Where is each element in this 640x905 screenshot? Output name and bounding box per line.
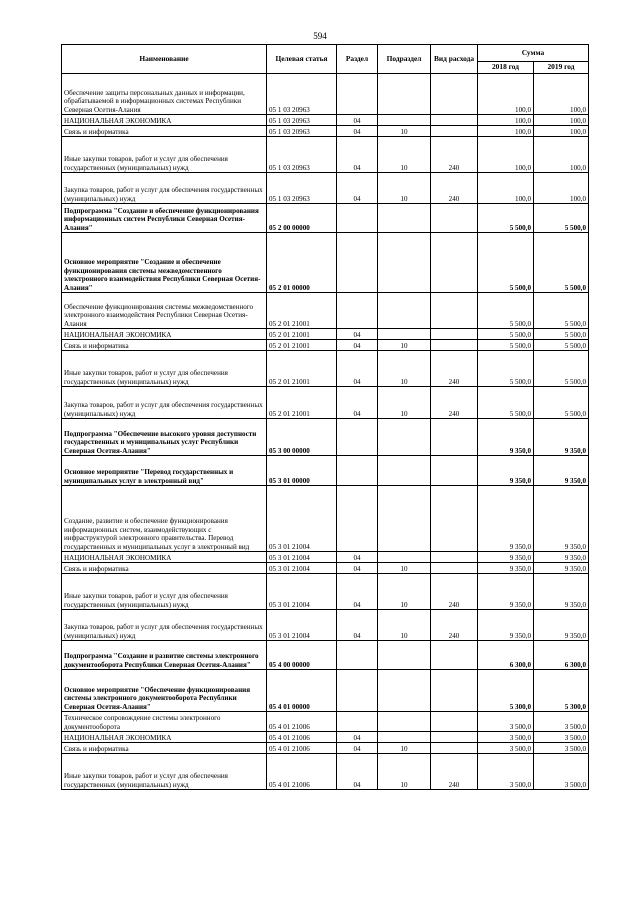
cell-section: 04 [337,563,378,574]
cell-expense-type [431,74,478,115]
cell-name: Техническое сопровождение системы электронного документооборота [62,712,267,732]
table-row [62,610,589,641]
cell-expense-type [431,419,478,456]
cell-sum-2019: 5 500,0 [534,329,589,340]
table-row [62,137,589,173]
cell-sum-2019: 3 500,0 [534,732,589,743]
header-sum: Сумма [478,45,589,62]
cell-sum-2018: 9 350,0 [478,486,534,552]
cell-sum-2018: 9 350,0 [478,574,534,610]
cell-name: Подпрограмма "Обеспечение высокого уровня доступности государственных и муниципальных услуг Республики Северная Осетия-Алания" [62,419,267,456]
cell-expense-type: 240 [431,351,478,387]
cell-subsection [378,74,431,115]
cell-sum-2019: 6 300,0 [534,641,589,670]
cell-sum-2019: 100,0 [534,173,589,204]
cell-name: Обеспечение функционирования системы межведомственного электронного взаимодействия Республики Северная Осетия-Алания [62,293,267,329]
cell-section [337,233,378,293]
cell-sum-2018: 100,0 [478,173,534,204]
cell-sum-2018: 9 350,0 [478,563,534,574]
header-section: Раздел [337,45,378,74]
table-body [62,74,589,790]
cell-sum-2018: 5 500,0 [478,204,534,233]
cell-subsection [378,419,431,456]
cell-name: Закупка товаров, работ и услуг для обеспечения государственных (муниципальных) нужд [62,173,267,204]
cell-sum-2018: 6 300,0 [478,641,534,670]
cell-sum-2018: 9 350,0 [478,456,534,486]
cell-target: 05 4 01 21006 [267,712,337,732]
cell-expense-type [431,712,478,732]
cell-subsection: 10 [378,743,431,754]
cell-expense-type [431,126,478,137]
cell-sum-2018: 5 500,0 [478,329,534,340]
cell-section: 04 [337,574,378,610]
cell-sum-2019: 9 350,0 [534,456,589,486]
header-name: Наименование [62,45,267,74]
cell-name: Основное мероприятие "Обеспечение функционирования системы электронного документооборота Республики Северная Осетия-Алания" [62,670,267,712]
table-row [62,712,589,732]
cell-subsection: 10 [378,340,431,351]
cell-name: Закупка товаров, работ и услуг для обеспечения государственных (муниципальных) нужд [62,610,267,641]
cell-subsection [378,712,431,732]
table-row [62,641,589,670]
header-expense-type: Вид расхода [431,45,478,74]
cell-expense-type [431,732,478,743]
table-row [62,173,589,204]
cell-expense-type: 240 [431,173,478,204]
cell-name: Закупка товаров, работ и услуг для обеспечения государственных (муниципальных) нужд [62,387,267,419]
cell-target: 05 2 00 00000 [267,204,337,233]
cell-target: 05 3 00 00000 [267,419,337,456]
table-row [62,563,589,574]
table-row [62,419,589,456]
cell-section: 04 [337,552,378,563]
cell-expense-type [431,293,478,329]
cell-sum-2018: 5 500,0 [478,351,534,387]
cell-sum-2018: 100,0 [478,115,534,126]
page-number: 594 [313,31,327,41]
cell-sum-2019: 9 350,0 [534,610,589,641]
cell-expense-type [431,456,478,486]
cell-section: 04 [337,173,378,204]
cell-section [337,419,378,456]
cell-section: 04 [337,387,378,419]
cell-section: 04 [337,126,378,137]
cell-subsection: 10 [378,387,431,419]
table-row [62,126,589,137]
cell-target: 05 3 01 21004 [267,610,337,641]
cell-expense-type: 240 [431,574,478,610]
cell-expense-type [431,743,478,754]
table-row [62,340,589,351]
cell-sum-2018: 3 500,0 [478,743,534,754]
cell-name: Подпрограмма "Создание и обеспечение функционирования информационных систем Республики Северная Осетия-Алания" [62,204,267,233]
cell-target: 05 4 00 00000 [267,641,337,670]
cell-name: Иные закупки товаров, работ и услуг для обеспечения государственных (муниципальных) нужд [62,351,267,387]
cell-sum-2018: 3 500,0 [478,732,534,743]
cell-sum-2019: 3 500,0 [534,754,589,790]
cell-target: 05 2 01 21001 [267,387,337,419]
table-header-row [62,45,589,62]
cell-subsection: 10 [378,574,431,610]
cell-section: 04 [337,137,378,173]
table-row [62,732,589,743]
header-target: Целевая статья [267,45,337,74]
cell-name: Основное мероприятие "Создание и обеспечение функционирования системы межведомственного электронного взаимодействия Республики Северная Осетия-Алания" [62,233,267,293]
cell-subsection: 10 [378,173,431,204]
header-subsection: Подраздел [378,45,431,74]
cell-target: 05 2 01 21001 [267,351,337,387]
cell-section [337,486,378,552]
cell-target: 05 1 03 20963 [267,74,337,115]
cell-subsection [378,552,431,563]
cell-subsection [378,456,431,486]
cell-name: Связь и информатика [62,743,267,754]
cell-sum-2019: 5 500,0 [534,387,589,419]
cell-section [337,670,378,712]
cell-target: 05 1 03 20963 [267,137,337,173]
cell-expense-type [431,670,478,712]
cell-target: 05 3 01 00000 [267,456,337,486]
cell-sum-2018: 9 350,0 [478,419,534,456]
cell-target: 05 2 01 21001 [267,329,337,340]
cell-section: 04 [337,115,378,126]
cell-target: 05 2 01 21001 [267,293,337,329]
cell-sum-2018: 9 350,0 [478,610,534,641]
cell-name: Иные закупки товаров, работ и услуг для обеспечения государственных (муниципальных) нужд [62,574,267,610]
cell-sum-2019: 100,0 [534,115,589,126]
table-row [62,486,589,552]
cell-expense-type: 240 [431,137,478,173]
cell-target: 05 3 01 21004 [267,486,337,552]
cell-sum-2019: 5 500,0 [534,233,589,293]
cell-target: 05 3 01 21004 [267,552,337,563]
cell-subsection [378,233,431,293]
table-row [62,574,589,610]
cell-sum-2019: 100,0 [534,137,589,173]
cell-sum-2018: 100,0 [478,74,534,115]
cell-sum-2018: 3 500,0 [478,712,534,732]
cell-target: 05 1 03 20963 [267,126,337,137]
cell-subsection [378,670,431,712]
cell-expense-type [431,204,478,233]
cell-expense-type [431,563,478,574]
cell-target: 05 4 01 21006 [267,743,337,754]
cell-sum-2019: 5 500,0 [534,204,589,233]
cell-subsection [378,293,431,329]
cell-name: Основное мероприятие "Перевод государственных и муниципальных услуг в электронный вид" [62,456,267,486]
cell-expense-type [431,115,478,126]
cell-subsection: 10 [378,563,431,574]
cell-target: 05 3 01 21004 [267,563,337,574]
cell-sum-2019: 5 300,0 [534,670,589,712]
cell-sum-2019: 9 350,0 [534,486,589,552]
cell-subsection [378,115,431,126]
cell-target: 05 2 01 21001 [267,340,337,351]
cell-section [337,456,378,486]
table-row [62,351,589,387]
cell-name: Связь и информатика [62,126,267,137]
cell-sum-2018: 5 500,0 [478,293,534,329]
cell-sum-2018: 5 300,0 [478,670,534,712]
cell-name: НАЦИОНАЛЬНАЯ ЭКОНОМИКА [62,552,267,563]
cell-name: НАЦИОНАЛЬНАЯ ЭКОНОМИКА [62,115,267,126]
cell-expense-type: 240 [431,387,478,419]
cell-target: 05 3 01 21004 [267,574,337,610]
cell-subsection [378,204,431,233]
cell-target: 05 1 03 20963 [267,173,337,204]
table-row [62,456,589,486]
cell-sum-2019: 5 500,0 [534,340,589,351]
cell-expense-type [431,340,478,351]
cell-expense-type [431,486,478,552]
table-row [62,754,589,790]
cell-sum-2019: 9 350,0 [534,552,589,563]
cell-subsection: 10 [378,137,431,173]
header-year-2019: 2019 год [534,62,589,74]
cell-sum-2018: 100,0 [478,137,534,173]
cell-expense-type [431,552,478,563]
cell-target: 05 4 01 21006 [267,754,337,790]
cell-sum-2018: 5 500,0 [478,387,534,419]
cell-subsection [378,732,431,743]
cell-section [337,74,378,115]
cell-sum-2019: 100,0 [534,74,589,115]
cell-target: 05 2 01 00000 [267,233,337,293]
table-row [62,329,589,340]
cell-sum-2019: 3 500,0 [534,743,589,754]
cell-subsection: 10 [378,610,431,641]
cell-section [337,204,378,233]
header-year-2018: 2018 год [478,62,534,74]
cell-sum-2018: 9 350,0 [478,552,534,563]
cell-section: 04 [337,743,378,754]
cell-target: 05 4 01 00000 [267,670,337,712]
table-row [62,293,589,329]
cell-subsection [378,641,431,670]
cell-expense-type: 240 [431,610,478,641]
cell-name: Обеспечение защиты персональных данных и информации, обрабатываемой в информационных системах Республики Северная Осетия-Алания [62,74,267,115]
cell-sum-2019: 5 500,0 [534,351,589,387]
table-row [62,115,589,126]
table-row [62,233,589,293]
cell-name: Подпрограмма "Создание и развитие системы электронного документооборота Республики Северная Осетия-Алания" [62,641,267,670]
cell-sum-2019: 9 350,0 [534,419,589,456]
cell-subsection [378,329,431,340]
cell-target: 05 1 03 20963 [267,115,337,126]
cell-expense-type [431,641,478,670]
cell-subsection: 10 [378,754,431,790]
cell-name: Создание, развитие и обеспечение функционирования информационных систем, взаимодействующих с инфраструктурой электронного правительства. Перевод государственных и муниципальных услуг в электронный вид [62,486,267,552]
cell-subsection: 10 [378,126,431,137]
cell-name: НАЦИОНАЛЬНАЯ ЭКОНОМИКА [62,329,267,340]
cell-section: 04 [337,732,378,743]
cell-name: Связь и информатика [62,563,267,574]
cell-sum-2019: 9 350,0 [534,563,589,574]
cell-section [337,712,378,732]
cell-sum-2019: 3 500,0 [534,712,589,732]
cell-expense-type: 240 [431,754,478,790]
cell-subsection: 10 [378,351,431,387]
cell-name: Связь и информатика [62,340,267,351]
table-row [62,204,589,233]
cell-expense-type [431,233,478,293]
cell-section: 04 [337,340,378,351]
cell-target: 05 4 01 21006 [267,732,337,743]
table-row [62,387,589,419]
cell-section [337,293,378,329]
cell-section: 04 [337,351,378,387]
cell-sum-2019: 5 500,0 [534,293,589,329]
cell-sum-2019: 9 350,0 [534,574,589,610]
table-row [62,552,589,563]
cell-name: Иные закупки товаров, работ и услуг для обеспечения государственных (муниципальных) нужд [62,754,267,790]
table-row [62,670,589,712]
cell-section: 04 [337,610,378,641]
cell-name: Иные закупки товаров, работ и услуг для обеспечения государственных (муниципальных) нужд [62,137,267,173]
budget-table [61,44,589,790]
cell-sum-2018: 5 500,0 [478,233,534,293]
cell-section [337,641,378,670]
cell-sum-2018: 3 500,0 [478,754,534,790]
cell-section: 04 [337,329,378,340]
cell-sum-2019: 100,0 [534,126,589,137]
cell-name: НАЦИОНАЛЬНАЯ ЭКОНОМИКА [62,732,267,743]
table-row [62,74,589,115]
cell-sum-2018: 5 500,0 [478,340,534,351]
cell-section: 04 [337,754,378,790]
table-row [62,743,589,754]
cell-expense-type [431,329,478,340]
cell-subsection [378,486,431,552]
cell-sum-2018: 100,0 [478,126,534,137]
